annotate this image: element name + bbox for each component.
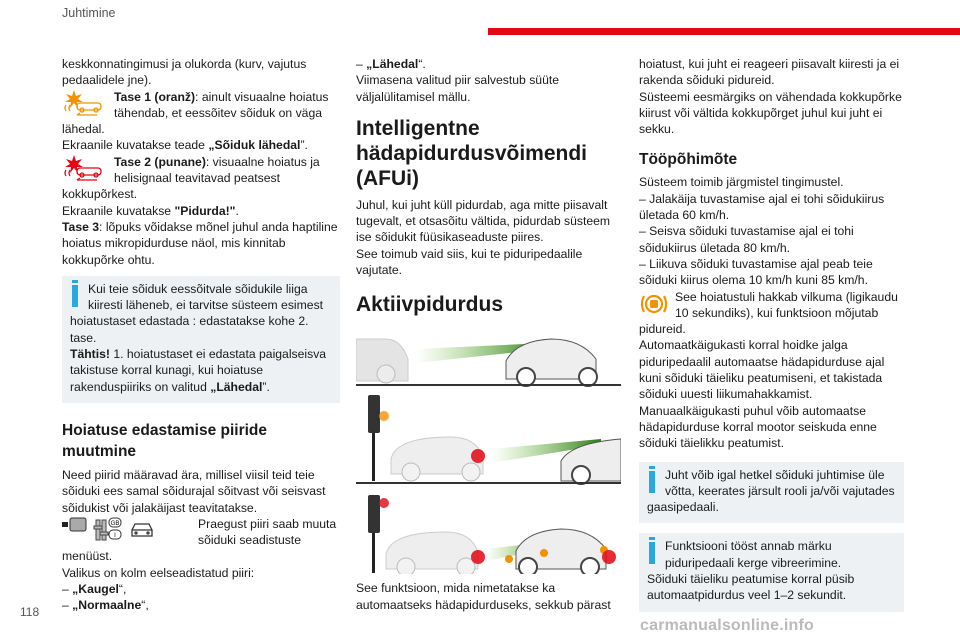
warning-lamp-paragraph <box>639 289 904 338</box>
paragraph: Automaatkäigukasti korral hoidke jalga piduripedaalil automaatse hädapidurduse ajal kuni sõiduki täieliku peatumiseni, et takistada sõiduki uuesti liikumahakkamist. <box>639 338 885 402</box>
active-braking-illustration <box>356 329 621 574</box>
settings-paragraph <box>62 516 340 565</box>
level-2-paragraph <box>62 154 340 203</box>
info-icon <box>72 285 78 307</box>
text: . <box>235 203 239 218</box>
scene-1 <box>356 339 621 386</box>
dash: – <box>62 582 73 597</box>
paragraph: hoiatust, kui juht ei reageeri piisavalt kiiresti ja ei rakenda sõiduki pidureid. <box>639 57 900 88</box>
paragraph: Need piirid määravad ära, millisel viisil teid teie sõiduki ees samal sõidurajal sõitvast või seisvast sõidukist või jalakäijast teavitatakse. <box>62 467 326 515</box>
info-bold: „Lähedal <box>210 379 263 394</box>
level-3-paragraph <box>62 219 340 268</box>
option-label: „Normaalne <box>72 598 142 613</box>
heading-aktiivpidurdus: Aktiivpidurdus <box>356 293 504 317</box>
section-heading: Hoiatuse edastamise piiride muutmine <box>62 421 268 460</box>
info-text: 1. hoiatustaset ei edastata paigalseisva takistuse korral kunagi, kui hoiatuse rakenduspiiriks on valitud <box>70 347 327 394</box>
header-accent-bar <box>488 28 960 35</box>
message-1 <box>62 137 340 153</box>
paragraph: Viimasena valitud piir salvestub süüte väljalülitamisel mällu. <box>356 73 560 104</box>
bold-text: „Sõiduk lähedal <box>208 138 301 153</box>
info-text: Funktsiooni tööst annab märku piduripedaali kerge vibreerimine. <box>665 539 842 570</box>
info-box <box>639 533 904 611</box>
section-header: Juhtimine <box>62 6 116 20</box>
condition-item: – Seisva sõiduki tuvastamise ajal ei tohi sõidukiirus ületada 80 km/h. <box>639 224 854 255</box>
paragraph: Süsteem toimib järgmistel tingimustel. <box>639 175 844 190</box>
option-label: „Kaugel <box>72 582 119 597</box>
middle-column <box>356 56 621 613</box>
info-icon <box>649 542 655 564</box>
condition-item: – Liikuva sõiduki tuvastamise ajal peab teie sõiduki kiirus olema 10 km/h kuni 85 km/h. <box>639 256 873 288</box>
paragraph: See funktsioon, mida nimetatakse ka automaatseks hädapidurduseks, sekkub pärast <box>356 581 611 612</box>
level-1-label: Tase 1 (oranž) <box>114 89 196 104</box>
collision-warning-red-icon <box>62 154 108 182</box>
dash: – <box>356 57 367 71</box>
settings-menu-icons <box>62 516 192 542</box>
paragraph: Valikus on kolm eelseadistatud piiri: <box>62 565 255 580</box>
level-2-label: Tase 2 (punane) <box>114 154 206 169</box>
bold-text: "Pidurda!" <box>174 203 236 218</box>
info-text: Kui teie sõiduk eessõitvale sõidukile liiga kiiresti läheneb, ei tarvitse süsteem esimest hoiatustaset edastada : edastatakse kohe 2. tase. <box>70 281 324 345</box>
level-1-text: : ainult visuaalne hoiatus tähendab, et eessõitev sõiduk on väga lähedal. <box>62 89 329 137</box>
heading-afui: Intelligentne hädapidurdusvõimendi (AFUi) <box>356 116 588 190</box>
i-label: I <box>114 532 116 539</box>
text: Ekraanile kuvatakse <box>62 203 175 218</box>
dash: – <box>62 598 73 613</box>
level-3-label: Tase 3 <box>62 219 100 234</box>
left-column <box>62 56 340 614</box>
info-text: Sõiduki täieliku peatumise korral püsib automaatpidurdus veel 1–2 sekundit. <box>647 572 855 603</box>
condition-item: – Jalakäija tuvastamise ajal ei tohi sõidukiirus ületada 60 km/h. <box>639 191 885 223</box>
option-lahedal <box>356 56 621 72</box>
right-column <box>639 56 904 612</box>
paragraph: keskkonnatingimusi ja olukorda (kurv, vajutus pedaalidele jne). <box>62 57 307 88</box>
punct: “. <box>418 57 426 71</box>
scene-2 <box>356 395 621 484</box>
section-heading: Tööpõhimõte <box>639 151 738 169</box>
info-icon <box>649 471 655 493</box>
option-label: „Lähedal <box>366 57 419 71</box>
info-box <box>639 462 904 524</box>
scene-3 <box>356 495 621 574</box>
punct: “, <box>141 598 149 613</box>
watermark: carmanualsonline.info <box>640 617 815 634</box>
page-number: 118 <box>20 605 40 619</box>
level-1-paragraph <box>62 89 340 138</box>
warning-lamp-text: See hoiatustuli hakkab vilkuma (ligikaudu 10 sekundiks), kui funktsioon mõjutab pidureid. <box>639 289 898 337</box>
level-3-text: : lõpuks võidakse mõnel juhul anda haptiline hoiatus mikropidurduse näol, mis kinnitab kokkupõrke ohtu. <box>62 219 338 267</box>
settings-text: Praegust piiri saab muuta sõiduki seadistuste menüüst. <box>62 516 337 564</box>
info-text: ”. <box>262 379 270 394</box>
paragraph: Juhul, kui juht küll pidurdab, aga mitte piisavalt tugevalt, et otsasõitu vältida, pidurdab süsteem ise sõidukit füüsikaseaduste piires. <box>356 197 611 245</box>
text: Ekraanile kuvatakse teade <box>62 138 209 153</box>
paragraph: See toimub vaid siis, kui te piduripedaalile vajutate. <box>356 246 583 278</box>
collision-warning-orange-icon <box>62 89 108 117</box>
message-2 <box>62 203 340 219</box>
punct: “, <box>118 582 127 597</box>
option-kaugel <box>62 581 340 597</box>
info-text: Juht võib igal hetkel sõiduki juhtimise üle võtta, keerates järsult rooli ja/või vajutades gaasipedaali. <box>647 467 895 515</box>
brake-warning-lamp-icon <box>639 289 669 319</box>
option-normaalne <box>62 597 340 613</box>
level-2-text: : visuaalne hoiatus ja helisignaal teavitavad peatsest kokkupõrkest. <box>62 154 320 202</box>
gb-label: GB <box>110 520 120 527</box>
paragraph: Süsteemi eesmärgiks on vähendada kokkupõrke kiirust või vältida kokkupõrget juhul kui juht ei sekku. <box>639 89 902 137</box>
paragraph: Manuaalkäigukasti puhul võib automaatse hädapidurduse korral mootor seiskuda enne sõiduki täielikku peatumist. <box>639 403 877 451</box>
info-box <box>62 276 340 403</box>
info-bold: Tähtis! <box>70 347 110 362</box>
text: ”. <box>300 138 308 153</box>
